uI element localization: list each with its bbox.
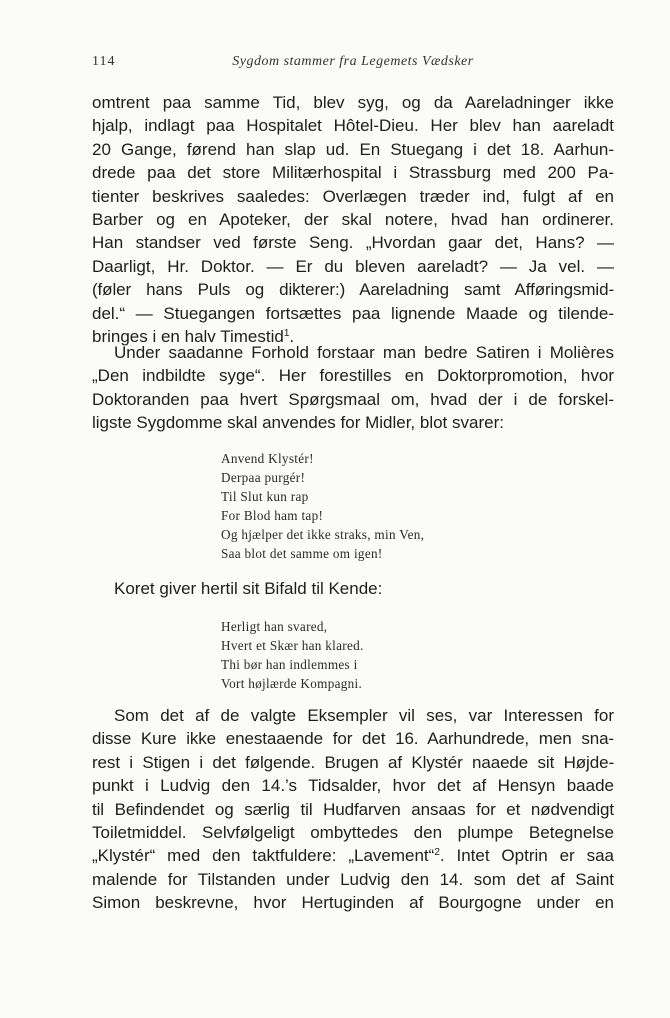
text-line: del.“ — Stuegangen fortsættes paa lignende Maade og tilende- [92, 303, 614, 323]
footnote-marker[interactable]: 2 [434, 847, 440, 859]
verse-line: Og hjælper det ikke straks, min Ven, [221, 527, 425, 542]
paragraph-2 [92, 341, 614, 435]
text-line [92, 844, 614, 867]
text-line: Simon beskrevne, hvor Hertuginden af Bourgogne under en [92, 893, 614, 913]
text-line: Han standser ved første Seng. „Hvordan gaar det, Hans? — [92, 233, 614, 253]
text-line: hjalp, indlagt paa Hospitalet Hôtel-Dieu. Her blev han aareladt [92, 116, 614, 136]
verse-line: Vort højlærde Kompagni. [221, 676, 363, 691]
text-line: Som det af de valgte Eksempler vil ses, var Interessen for [114, 706, 614, 725]
text-line-fragment: „Klystér“ med den taktfuldere: „Lavement“ [92, 846, 435, 866]
verse-line: Saa blot det samme om igen! [221, 546, 383, 561]
text-line: tienter beskrives saaledes: Overlægen træder ind, fulgt af en [92, 186, 614, 206]
verse-block-2 [221, 617, 521, 693]
text-line: omtrent paa samme Tid, blev syg, og da Aareladninger ikke [92, 93, 614, 112]
paragraph-4 [92, 704, 614, 915]
text-line: punkt i Ludvig den 14.’s Tidsalder, hvor det af Hensyn baade [92, 776, 614, 796]
text-line: Under saadanne Forhold forstaar man bedre Satiren i Molières [114, 343, 614, 362]
verse-line: For Blod ham tap! [221, 508, 324, 523]
running-title: Sygdom stammer fra Legemets Vædsker [232, 54, 474, 69]
paragraph-3 [92, 577, 614, 600]
text-line: Doktoranden paa hvert Spørgsmaal om, hvad der i de forskel- [92, 389, 614, 409]
text-line: Barber og en Apoteker, der skal notere, hvad han ordinerer. [92, 209, 614, 229]
paragraph-1 [92, 91, 614, 348]
text-line: disse Kure ikke enestaaende for det 16. Aarhundrede, men sna- [92, 729, 614, 749]
verse-line: Derpaa purgér! [221, 470, 306, 485]
verse-line: Thi bør han indlemmes i [221, 657, 358, 672]
verse-line: Hvert et Skær han klared. [221, 638, 364, 653]
verse-line: Herligt han svared, [221, 619, 328, 634]
line-end-punctuation: . [289, 326, 295, 346]
text-line-fragment: bringes i en halv Timestid [92, 326, 284, 346]
text-line: ligste Sygdomme skal anvendes for Midler, blot svarer: [92, 413, 504, 433]
page-number: 114 [92, 54, 116, 69]
text-line: til Befindendet og særlig til Hudfarven ansaas for et nødvendigt [92, 799, 614, 819]
text-line: (føler hans Puls og dikterer:) Aareladning samt Afføringsmid- [92, 280, 614, 300]
text-line: drede paa det store Militærhospital i Strassburg med 200 Pa- [92, 163, 614, 183]
footnote-marker[interactable]: 1 [283, 327, 290, 339]
text-line: Koret giver hertil sit Bifald til Kende: [114, 579, 383, 598]
text-line: Toiletmiddel. Selvfølgeligt ombyttedes den plumpe Betegnelse [92, 822, 614, 842]
text-line: rest i Stigen i det følgende. Brugen af Klystér naaede sit Højde- [92, 752, 614, 772]
verse-block-1 [221, 449, 521, 563]
verse-line: Til Slut kun rap [221, 489, 309, 504]
text-line: 20 Gange, førend han slap ud. En Stuegang i det 18. Aarhun- [92, 139, 614, 159]
page-header [92, 54, 614, 76]
text-line: Daarligt, Hr. Doktor. — Er du bleven aareladt? — Ja vel. — [92, 256, 614, 276]
text-line: „Den indbildte syge“. Her forestilles en Doktorpromotion, hvor [92, 366, 614, 386]
text-line: malende for Tilstanden under Ludvig den 14. som det af Saint [92, 869, 614, 889]
text-line-fragment: . Intet Optrin er saa [439, 846, 615, 866]
verse-line: Anvend Klystér! [221, 451, 314, 466]
